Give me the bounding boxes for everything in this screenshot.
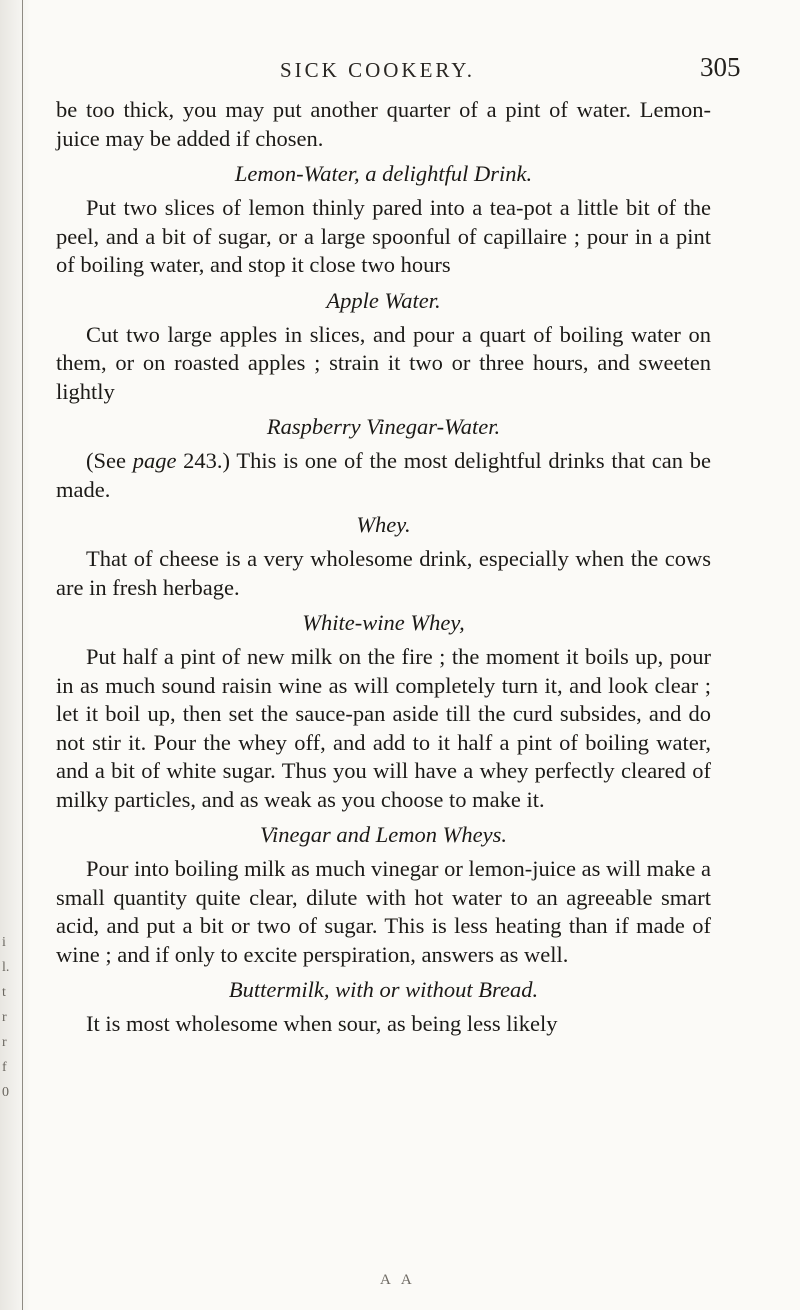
page-gutter [0,0,30,1310]
gutter-mark: r [2,1010,7,1025]
page-body [56,96,711,1039]
gutter-mark: r [2,1035,7,1050]
recipe-body-raspberry-vinegar-water [56,447,711,504]
page-header [0,52,800,92]
recipe-title-vinegar-lemon-wheys: Vinegar and Lemon Wheys. [259,822,508,847]
gutter-mark: 0 [2,1085,9,1100]
recipe-title-apple-water: Apple Water. [326,287,441,313]
recipe-title-lemon-water: Lemon-Water, a delightful Drink. [234,161,533,186]
page-reference: page [132,448,177,473]
recipe-title-whey: Whey. [356,512,411,537]
gutter-mark: i [2,935,6,950]
recipe-body-vinegar-lemon-wheys: Pour into boiling milk as much vinegar or lemon-juice as will make a small quantity quite clear, dilute with hot water to an agreeable smart acid, and put a bit or two of sugar. This is less heating than if made of wine ; and if only to excite perspiration, answers as well. [56,856,711,967]
recipe-title-white-wine-whey: White-wine Whey, [302,610,465,635]
recipe-body-buttermilk: It is most wholesome when sour, as being less likely [86,1011,558,1036]
gutter-mark: t [2,985,6,1000]
recipe-body-lemon-water: Put two slices of lemon thinly pared into a tea-pot a little bit of the peel, and a bit of sugar, or a large spoonful of capillaire ; pour in a pint of boiling water, and stop it close two hours [56,195,711,277]
body-text: (See [86,448,133,473]
body-text: 243.) This is one of the most delightful drinks that can be made. [56,448,711,502]
recipe-body-white-wine-whey: Put half a pint of new milk on the fire ; the moment it boils up, pour in as much sound raisin wine as will completely turn it, and look clear ; let it boil up, then set the sauce-pan aside till the curd subsides, and do not stir it. Pour the whey off, and add to it half a pint of boiling water, and a bit of white sugar. Thus you will have a whey perfectly cleared of milky particles, and as weak as you choose to make it. [56,644,711,812]
gutter-fold-line [22,0,23,1310]
running-title: SICK COOKERY. [280,58,475,82]
page-number: 305 [700,52,741,82]
intro-paragraph: be too thick, you may put another quarter of a pint of water. Lemon-juice may be added if chosen. [56,97,711,151]
recipe-title-raspberry-vinegar-water: Raspberry Vinegar-Water. [266,414,501,439]
gutter-mark: f [2,1060,7,1075]
recipe-body-whey: That of cheese is a very wholesome drink, especially when the cows are in fresh herbage. [56,546,711,600]
signature-mark: A A [380,1272,416,1288]
recipe-body-apple-water: Cut two large apples in slices, and pour a quart of boiling water on them, or on roasted apples ; strain it two or three hours, and sweeten lightly [56,321,711,404]
gutter-mark: l. [2,960,10,975]
recipe-title-buttermilk: Buttermilk, with or without Bread. [228,977,539,1002]
gutter-marks [2,930,16,1105]
